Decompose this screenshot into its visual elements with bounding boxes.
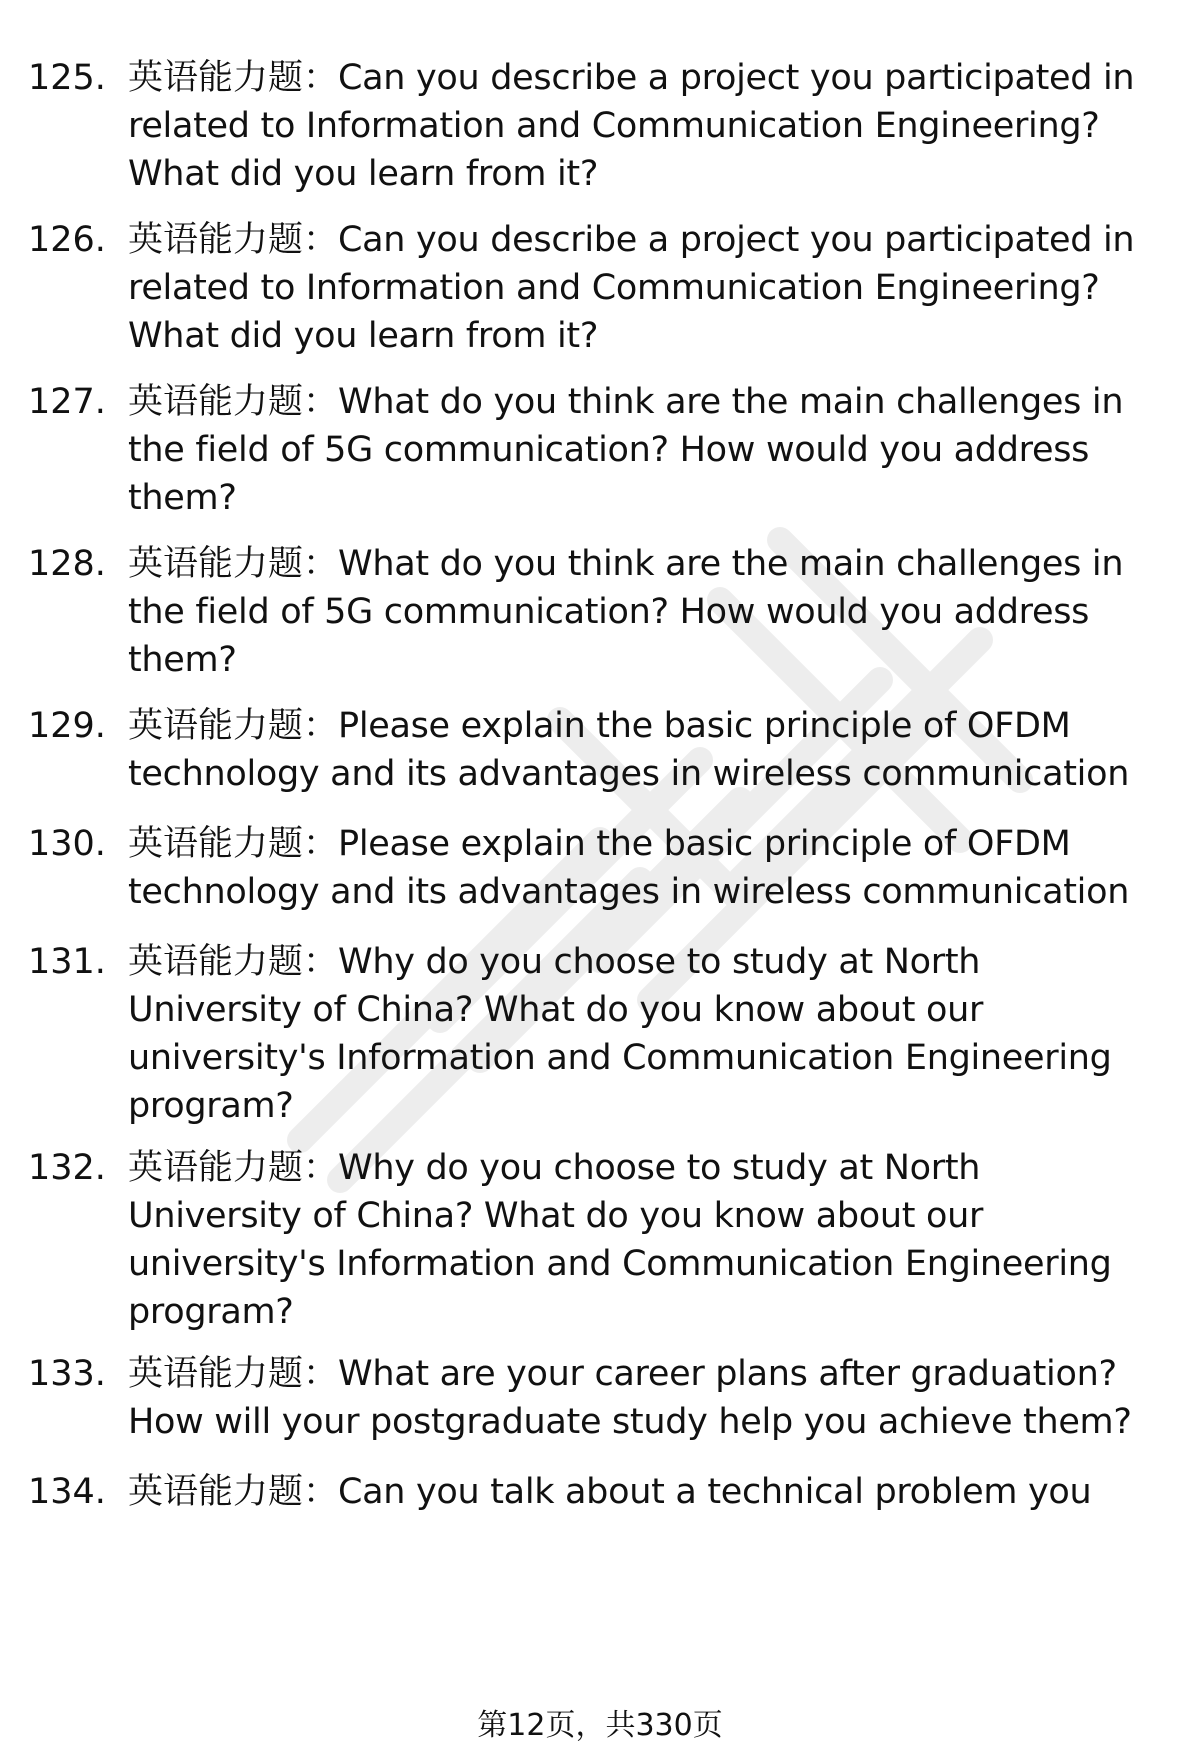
question-number: 131. xyxy=(28,942,106,982)
question-type-label: 英语能力题： xyxy=(128,382,339,422)
question-text-line: How will your postgraduate study help you achieve them? xyxy=(128,1402,1132,1442)
question-text: What do you think are the main challenges in xyxy=(338,544,1124,584)
question-text: Please explain the basic principle of OFDM xyxy=(338,706,1071,746)
question-type-label: 英语能力题： xyxy=(128,1472,339,1512)
question-text-line xyxy=(128,702,1071,750)
question-text-line: University of China? What do you know about our xyxy=(128,1196,984,1236)
question-text: Why do you choose to study at North xyxy=(338,1148,981,1188)
question-text-line xyxy=(128,1350,1117,1398)
question-text-line xyxy=(128,378,1123,426)
question-number: 127. xyxy=(28,382,106,422)
question-number: 126. xyxy=(28,220,106,260)
question-text-line xyxy=(128,540,1123,588)
question-type-label: 英语能力题： xyxy=(128,58,339,98)
question-text-line: the field of 5G communication? How would you address xyxy=(128,430,1090,470)
page-number-footer: 第12页，共330页 xyxy=(477,1708,723,1743)
question-text-line xyxy=(128,1468,1091,1516)
question-text-line: What did you learn from it? xyxy=(128,154,599,194)
question-text-line: technology and its advantages in wireless communication xyxy=(128,872,1130,912)
question-text: Can you describe a project you participated in xyxy=(338,58,1135,98)
question-text-line xyxy=(128,1144,980,1192)
question-text-line: university's Information and Communication Engineering xyxy=(128,1244,1112,1284)
question-text-line xyxy=(128,938,980,986)
question-type-label: 英语能力题： xyxy=(128,942,339,982)
question-text: What are your career plans after graduation? xyxy=(338,1354,1117,1394)
question-number: 133. xyxy=(28,1354,106,1394)
question-type-label: 英语能力题： xyxy=(128,1148,339,1188)
question-text: Can you describe a project you participated in xyxy=(338,220,1135,260)
question-text-line: University of China? What do you know about our xyxy=(128,990,984,1030)
question-type-label: 英语能力题： xyxy=(128,1354,339,1394)
question-text-line: related to Information and Communication Engineering? xyxy=(128,268,1100,308)
question-type-label: 英语能力题： xyxy=(128,220,339,260)
question-text-line xyxy=(128,54,1134,102)
question-text-line: related to Information and Communication Engineering? xyxy=(128,106,1100,146)
question-number: 130. xyxy=(28,824,106,864)
question-number: 129. xyxy=(28,706,106,746)
question-text-line: them? xyxy=(128,640,237,680)
question-text-line: What did you learn from it? xyxy=(128,316,599,356)
question-text: Can you talk about a technical problem you xyxy=(338,1472,1092,1512)
question-text: What do you think are the main challenges in xyxy=(338,382,1124,422)
question-number: 125. xyxy=(28,58,106,98)
question-text-line: technology and its advantages in wireless communication xyxy=(128,754,1130,794)
question-number: 132. xyxy=(28,1148,106,1188)
question-text-line xyxy=(128,216,1134,264)
question-text-line: them? xyxy=(128,478,237,518)
question-number: 128. xyxy=(28,544,106,584)
question-text-line: the field of 5G communication? How would you address xyxy=(128,592,1090,632)
question-type-label: 英语能力题： xyxy=(128,544,339,584)
question-text-line: program? xyxy=(128,1086,294,1126)
question-text: Please explain the basic principle of OFDM xyxy=(338,824,1071,864)
question-text-line: program? xyxy=(128,1292,294,1332)
question-text: Why do you choose to study at North xyxy=(338,942,981,982)
question-type-label: 英语能力题： xyxy=(128,706,339,746)
question-type-label: 英语能力题： xyxy=(128,824,339,864)
question-text-line: university's Information and Communication Engineering xyxy=(128,1038,1112,1078)
question-number: 134. xyxy=(28,1472,106,1512)
question-text-line xyxy=(128,820,1071,868)
